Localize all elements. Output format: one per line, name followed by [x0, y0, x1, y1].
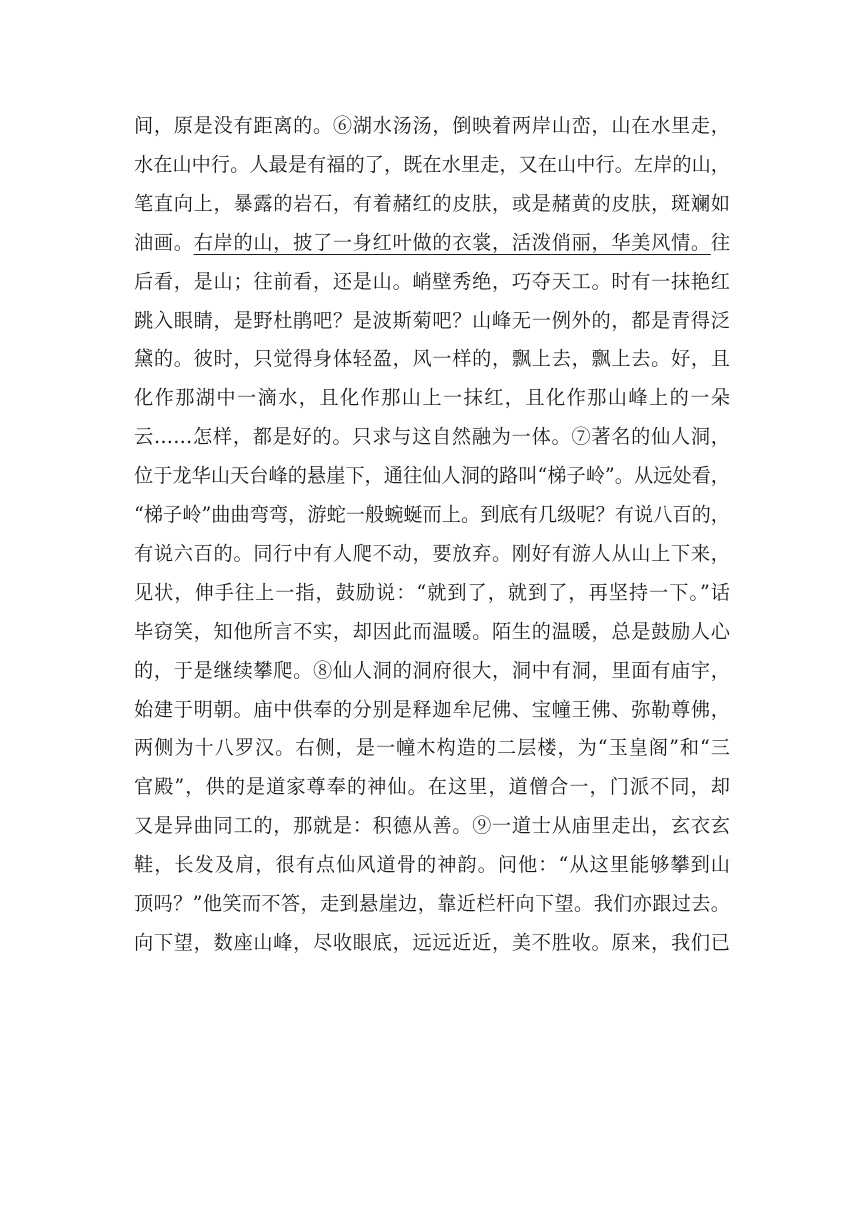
text-segment: “梯子岭”曲曲弯弯，游蛇一般蜿蜒而上。到底有几级呢？有说八百的，	[134, 503, 730, 526]
text-segment: 往	[710, 230, 731, 254]
text-segment: 位于龙华山天台峰的悬崖下，通往仙人洞的路叫“梯子岭”。从远处看，	[134, 464, 730, 488]
text-line	[134, 109, 730, 143]
text-segment: 鞋，长发及肩，很有点仙风道骨的神韵。问他：“从这里能够攀到山	[134, 853, 730, 877]
text-segment: 间，原是没有距离的。⑥湖水汤汤，倒映着两岸山峦，山在水里走，	[134, 114, 730, 137]
text-line	[134, 615, 730, 649]
text-line	[134, 537, 730, 571]
text-line	[134, 731, 730, 765]
text-segment: 黛的。彼时，只觉得身体轻盈，风一样的，飘上去，飘上去。好，且	[134, 347, 730, 371]
text-segment: 笔直向上，暴露的岩石，有着赭红的皮肤，或是赭黄的皮肤，斑斓如	[134, 191, 730, 215]
text-segment: 跳入眼睛，是野杜鹃吧？是波斯菊吧？山峰无一例外的，都是青得泛	[134, 308, 730, 332]
text-line	[134, 420, 730, 454]
text-line	[134, 887, 730, 921]
text-segment: 顶吗？”他笑而不答，走到悬崖边，靠近栏杆向下望。我们亦跟过去。	[134, 892, 730, 915]
text-line	[134, 498, 730, 532]
text-line	[134, 342, 730, 376]
text-segment: 始建于明朝。庙中供奉的分别是释迦牟尼佛、宝幢王佛、弥勒尊佛，	[134, 697, 730, 721]
text-line	[134, 693, 730, 727]
text-segment: 化作那湖中一滴水，且化作那山上一抹红，且化作那山峰上的一朵	[134, 386, 730, 410]
text-line	[134, 148, 730, 182]
text-segment: 后看，是山；往前看，还是山。峭壁秀绝，巧夺天工。时有一抹艳红	[134, 269, 730, 293]
text-line	[134, 265, 730, 299]
text-line	[134, 809, 730, 843]
text-line	[134, 304, 730, 338]
text-line	[134, 187, 730, 221]
text-segment: 又是异曲同工的，那就是：积德从善。⑨一道士从庙里走出，玄衣玄	[134, 814, 730, 838]
text-segment: 云……怎样，都是好的。只求与这自然融为一体。⑦著名的仙人洞，	[134, 425, 730, 449]
text-segment: 向下望，数座山峰，尽收眼底，远远近近，美不胜收。原来，我们已	[134, 930, 730, 954]
underlined-sentence: 右岸的山，披了一身红叶做的衣裳，活泼俏丽，华美风情。	[193, 230, 711, 254]
text-line	[134, 848, 730, 882]
text-line	[134, 926, 730, 960]
text-segment: 油画。	[134, 230, 194, 254]
text-segment: 官殿”，供的是道家尊奉的神仙。在这里，道僧合一，门派不同，却	[134, 775, 730, 799]
text-line	[134, 770, 730, 804]
text-segment: 有说六百的。同行中有人爬不动，要放弃。刚好有游人从山上下来，	[134, 541, 730, 565]
text-line	[134, 654, 730, 688]
text-segment: 见状，伸手往上一指，鼓励说：“就到了，就到了，再坚持一下。”话	[134, 580, 730, 604]
text-line	[134, 576, 730, 610]
text-line	[134, 381, 730, 415]
text-line	[134, 459, 730, 493]
text-segment: 两侧为十八罗汉。右侧，是一幢木构造的二层楼，为“玉皇阁”和“三	[134, 736, 730, 760]
text-segment: 的，于是继续攀爬。⑧仙人洞的洞府很大，洞中有洞，里面有庙宇，	[134, 658, 730, 682]
text-segment: 毕窃笑，知他所言不实，却因此而温暖。陌生的温暖，总是鼓励人心	[134, 619, 730, 643]
text-segment: 水在山中行。人最是有福的了，既在水里走，又在山中行。左岸的山，	[134, 152, 730, 176]
text-line	[134, 226, 730, 260]
